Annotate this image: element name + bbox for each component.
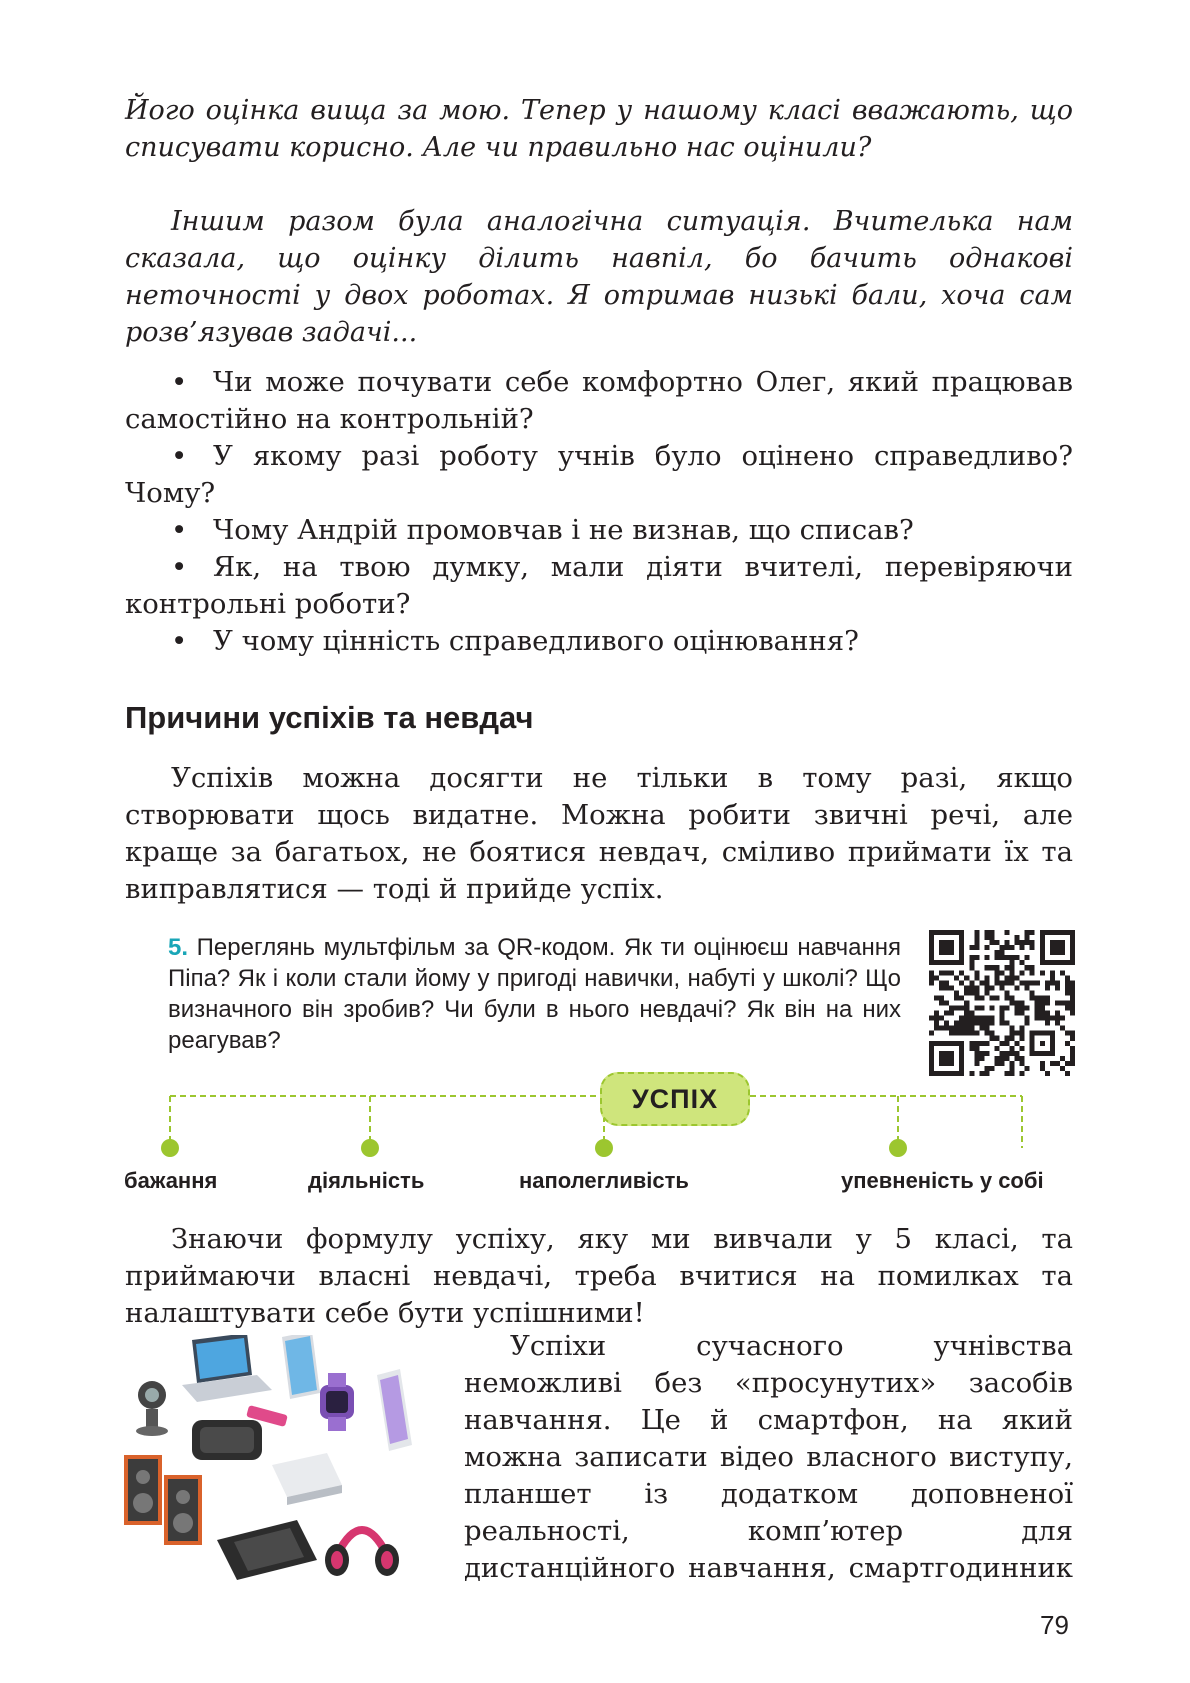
scheme-label-self-confidence: упевненість у собі (841, 1168, 1044, 1193)
task-text: Переглянь мультфільм за QR-кодом. Як ти оцінюєш навчання Піпа? Як і коли стали йому у пригоді навички, набуті у школі? Що визначного він зробив? Чи були в нього невдачі? Як він на них реагував? (168, 934, 901, 1054)
question-item: • У якому разі роботу учнів було оцінено справедливо? Чому? (125, 440, 1073, 509)
headphones-icon (325, 1530, 399, 1576)
question-item: • Чому Андрій промовчав і не визнав, що списав? (125, 512, 1073, 549)
qr-code-icon[interactable] (929, 930, 1075, 1076)
webcam-icon (136, 1381, 168, 1436)
devices-illustration (122, 1335, 442, 1595)
section-heading: Причини успіхів та невдач (125, 700, 534, 735)
bullet-icon: • (171, 551, 188, 583)
scheme-node (361, 1139, 379, 1157)
section-paragraph: Успіхів можна досягти не тільки в тому разі, якщо створювати щось видатне. Можна робити звичні речі, але краще за багатьох, не боятися невдач, сміливо приймати їх та виправлятися — тоді й прийде успіх. (125, 762, 1073, 905)
scheme-label-activity: діяльність (308, 1168, 425, 1193)
power-bank-icon (272, 1453, 342, 1505)
smartwatch-icon (320, 1373, 354, 1431)
story-paragraph-1: Його оцінка вища за мою. Тепер у нашому класі вважають, що списувати корисно. Але чи правильно нас оцінили? (125, 95, 1073, 163)
task-number: 5. (168, 934, 189, 961)
scheme-label-desire: бажання (124, 1168, 218, 1193)
side-paragraph: Успіхи сучасного учнівства неможливі без «просунутих» засобів навчання. Це й смартфон, на який можна записати відео власного виступу, планшет із додатком доповненої реальності, комп’ютер для дистанційного навчання, смартгодинник (464, 1330, 1073, 1584)
scheme-label-persistence: наполегливість (519, 1168, 689, 1193)
discussion-questions (125, 364, 1073, 660)
vr-headset-icon (192, 1420, 262, 1460)
question-item: • У чому цінність справедливого оцінювання? (125, 623, 1073, 660)
smartphone-icon (377, 1369, 412, 1451)
bullet-icon: • (171, 514, 188, 546)
scheme-node (889, 1139, 907, 1157)
page-number: 79 (1040, 1610, 1069, 1640)
scheme-node (161, 1139, 179, 1157)
tablet-icon (282, 1335, 320, 1399)
graphics-tablet-icon (217, 1520, 317, 1580)
bullet-icon: • (171, 366, 188, 398)
formula-paragraph: Знаючи формулу успіху, яку ми вивчали у 5 класі, та приймаючи власні невдачі, треба вчитися на помилках та налаштувати себе бути успішними! (125, 1223, 1073, 1329)
task-5 (168, 932, 901, 1056)
laptop-icon (182, 1335, 272, 1402)
story-paragraph-2: Іншим разом була аналогічна ситуація. Вчителька нам сказала, що оцінку ділить навпіл, бо бачить однакові неточності у двох роботах. Я отримав низькі бали, хоча сам розв’язував задачі... (125, 206, 1073, 348)
scheme-node (595, 1139, 613, 1157)
success-badge: УСПІХ (600, 1072, 750, 1126)
question-item: • Чи може почувати себе комфортно Олег, який працював самостійно на контрольній? (125, 366, 1073, 435)
bullet-icon: • (171, 440, 188, 472)
question-item: • Як, на твою думку, мали діяти вчителі, перевіряючи контрольні роботи? (125, 551, 1073, 620)
success-formula-diagram (120, 1068, 1080, 1198)
speakers-icon (124, 1455, 202, 1545)
bullet-icon: • (171, 625, 188, 657)
